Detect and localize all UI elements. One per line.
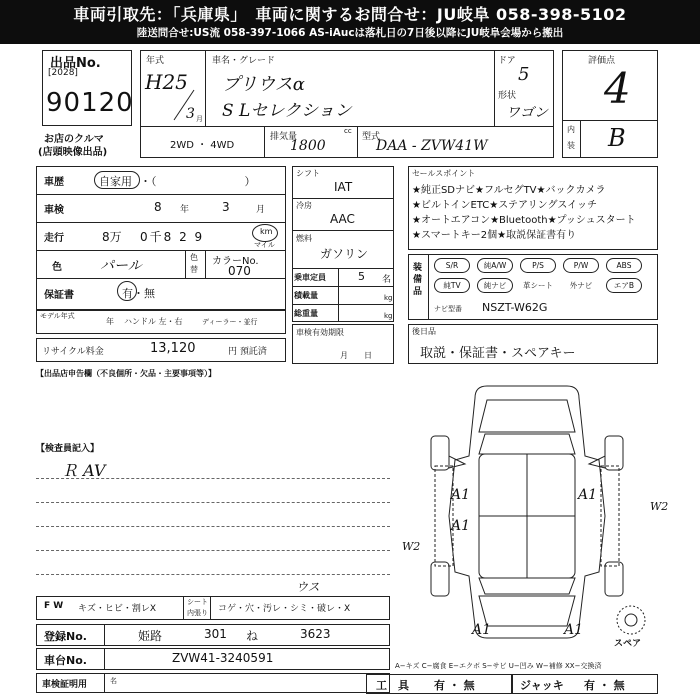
interior-label-2: 装 [567,141,575,150]
inspection-label: 車検 [44,205,64,216]
shaken-label: 車検有効期限 [296,328,344,337]
mileage-label: 走行 [44,233,64,244]
shop-video-label: (店頭映像出品) [38,147,108,158]
inspection-year-unit: 年 [180,205,190,215]
interior-label-1: 内 [567,125,575,134]
month: 3 [186,106,195,122]
equip-power-steering: P/S [520,258,556,273]
certificate-label: 車検証明用 [42,680,88,690]
name-label: 車名・グレード [212,56,276,66]
damage-mark-2: A1 [578,487,598,503]
shift-label: シフト [296,169,320,178]
equip-aftermarket-navi: 外ナビ [569,281,593,290]
spare-label: スペア [614,639,642,649]
history-label: 車歴 [44,177,64,188]
equip-airbag: エアB [606,278,642,293]
history-value: 自家用 [99,175,132,188]
color-label: 色 [52,262,62,273]
displacement: 1800 [290,138,326,154]
reg-number: 3623 [300,627,331,641]
fw-label: F W [44,601,64,611]
reg-kana: ね [246,629,259,643]
score-label: 評価点 [588,56,616,66]
capacity-label: 乗車定員 [294,273,326,282]
damage-mark-3: A1 [451,518,471,534]
navi-model-label: ナビ型番 [434,305,462,313]
tools-value: 有 ・ 無 [434,679,475,692]
equip-abs: ABS [606,258,642,273]
fw-items: キズ・ヒビ・割レX [78,604,156,614]
load-unit: kg [384,294,393,302]
tools-label: 工 具 [376,679,409,692]
year-label: 年式 [146,56,165,66]
door-count: 5 [518,64,530,85]
declaration-label: 【出品店申告欄（不良個所・欠品・主要事項等）】 [36,369,216,378]
lot-label: 出品No. [50,56,101,71]
dealer-type: ディーラー・並行 [202,318,258,326]
inspection-year: 8 [154,200,162,214]
reg-city: 姫路 [138,629,163,643]
accessories-value: 取説・保証書・スペアキー [420,346,576,361]
color-no-label: カラーNo. [212,256,259,267]
shop-car-label: お店のクルマ [44,134,104,145]
handle-side: ハンドル 左・右 [124,317,183,326]
lot-number: 90120 [46,88,134,118]
color-value: パール [100,258,142,274]
sales-line-4: ★スマートキー2個★取説保証書有り [412,230,577,241]
equip-genuine-aw: 純A/W [477,258,513,273]
header-contact-line: 車両引取先：「兵庫県」 車両に関するお問合せ：JU岐阜 058-398-5102 [73,5,627,24]
equip-genuine-tv: 純TV [434,278,470,293]
inspector-note: Ｒ AV [62,461,106,480]
body-label: 形状 [498,91,517,101]
interior-score: B [608,124,626,152]
chassis-label: 車台No. [44,654,87,667]
lot-year-tag: [2028] [48,68,78,78]
era-year: H25 [145,70,188,94]
equip-leather-seat: 革シート [523,281,553,290]
month-unit: 月 [196,115,203,123]
shift-value: IAT [334,180,353,194]
damage-mark-4: W2 [650,500,669,513]
fuel-value: ガソリン [320,247,369,261]
seat-items: コゲ・穴・汚レ・シミ・破レ・X [218,604,351,614]
jack-label: ジャッキ [520,679,564,692]
mile-unit: マイル [254,241,275,249]
model-year-label: モデル年式 [40,312,75,320]
damage-mark-1: A1 [451,487,471,503]
model-label: 型式 [362,132,381,142]
warranty-value: 有・無 [122,287,155,300]
header-transport-line: 陸送問合せ:US流 058-397-1066 AS-iAucは落札日の7日後以降にJU岐阜会場から搬出 [136,27,564,39]
capacity-value: 5 [358,270,365,283]
seat-label-1: シート [187,598,208,606]
mileage-man: 8万 [102,230,122,244]
model-year-unit: 年 [106,317,114,326]
equip-sunroof: S/R [434,258,470,273]
certificate-row [36,673,390,693]
equip-power-window: P/W [563,258,599,273]
sales-line-1: ★純正SDナビ★フルセグTV★バックカメラ [412,185,606,196]
capacity-unit: 名 [382,275,392,285]
load-label: 積載量 [294,291,318,300]
sales-point-label: セールスポイント [412,169,476,178]
model-code: DAA - ZVW41W [376,138,488,154]
car-grade: S Lセレクション [222,101,352,121]
mileage-digits: 0千8 2 9 [140,230,205,244]
equipment-label: 装備品 [413,263,423,297]
seat-handwritten-note: ウス [296,580,320,594]
sales-line-3: ★オートエアコン★Bluetooth★プッシュスタート [412,215,636,226]
car-damage-diagram [395,376,695,652]
accessories-label: 後日品 [412,327,436,336]
warranty-label: 保証書 [44,290,74,301]
door-label: ドア [498,56,516,66]
navi-model: NSZT-W62G [482,301,548,314]
damage-mark-7: A1 [564,622,584,638]
damage-mark-5: W2 [402,540,421,553]
seat-label-2: 内張り [187,609,208,617]
inspection-month: 3 [222,200,230,214]
displacement-label: 排気量 [270,132,298,142]
fuel-label: 燃料 [296,234,312,243]
recycle-fee: 13,120 [150,341,196,356]
sales-line-2: ★ビルトインETC★ステアリングスイッチ [412,200,597,211]
certificate-name-label: 名 [110,677,117,685]
body-type: ワゴン [506,105,548,121]
recycle-unit: 円 預託済 [228,347,267,357]
recycle-label: リサイクル料金 [42,347,104,357]
score-value: 4 [604,64,631,113]
inspector-label: 【検査員記入】 [36,444,100,454]
color-change-2: 替 [190,265,198,274]
car-name: プリウスα [222,74,305,95]
ac-value: AAC [330,212,355,226]
reg-class: 301 [204,627,227,641]
header-bar [0,0,700,44]
drive-type: 2WD ・ 4WD [170,140,235,151]
cc-unit: cc [344,127,352,135]
color-change-1: 色 [190,253,198,262]
inspection-month-unit: 月 [256,205,266,215]
color-no: 070 [228,264,251,278]
equip-genuine-navi: 純ナビ [477,278,513,293]
history-rest: ・（ ） [140,175,256,188]
reg-label: 登録No. [44,630,87,643]
km-unit: km [260,227,273,236]
damage-mark-6: A1 [472,622,492,638]
ac-label: 冷房 [296,201,312,210]
weight-label: 総重量 [294,309,318,318]
jack-value: 有 ・ 無 [584,679,625,692]
shaken-unit: 月 日 [340,351,372,360]
chassis-number: ZVW41-3240591 [172,651,274,665]
weight-unit: kg [384,312,393,320]
damage-legend: A−キズ C−腐食 E−エクボ S−サビ U−凹み W−補修 XX−交換済 [395,662,602,670]
